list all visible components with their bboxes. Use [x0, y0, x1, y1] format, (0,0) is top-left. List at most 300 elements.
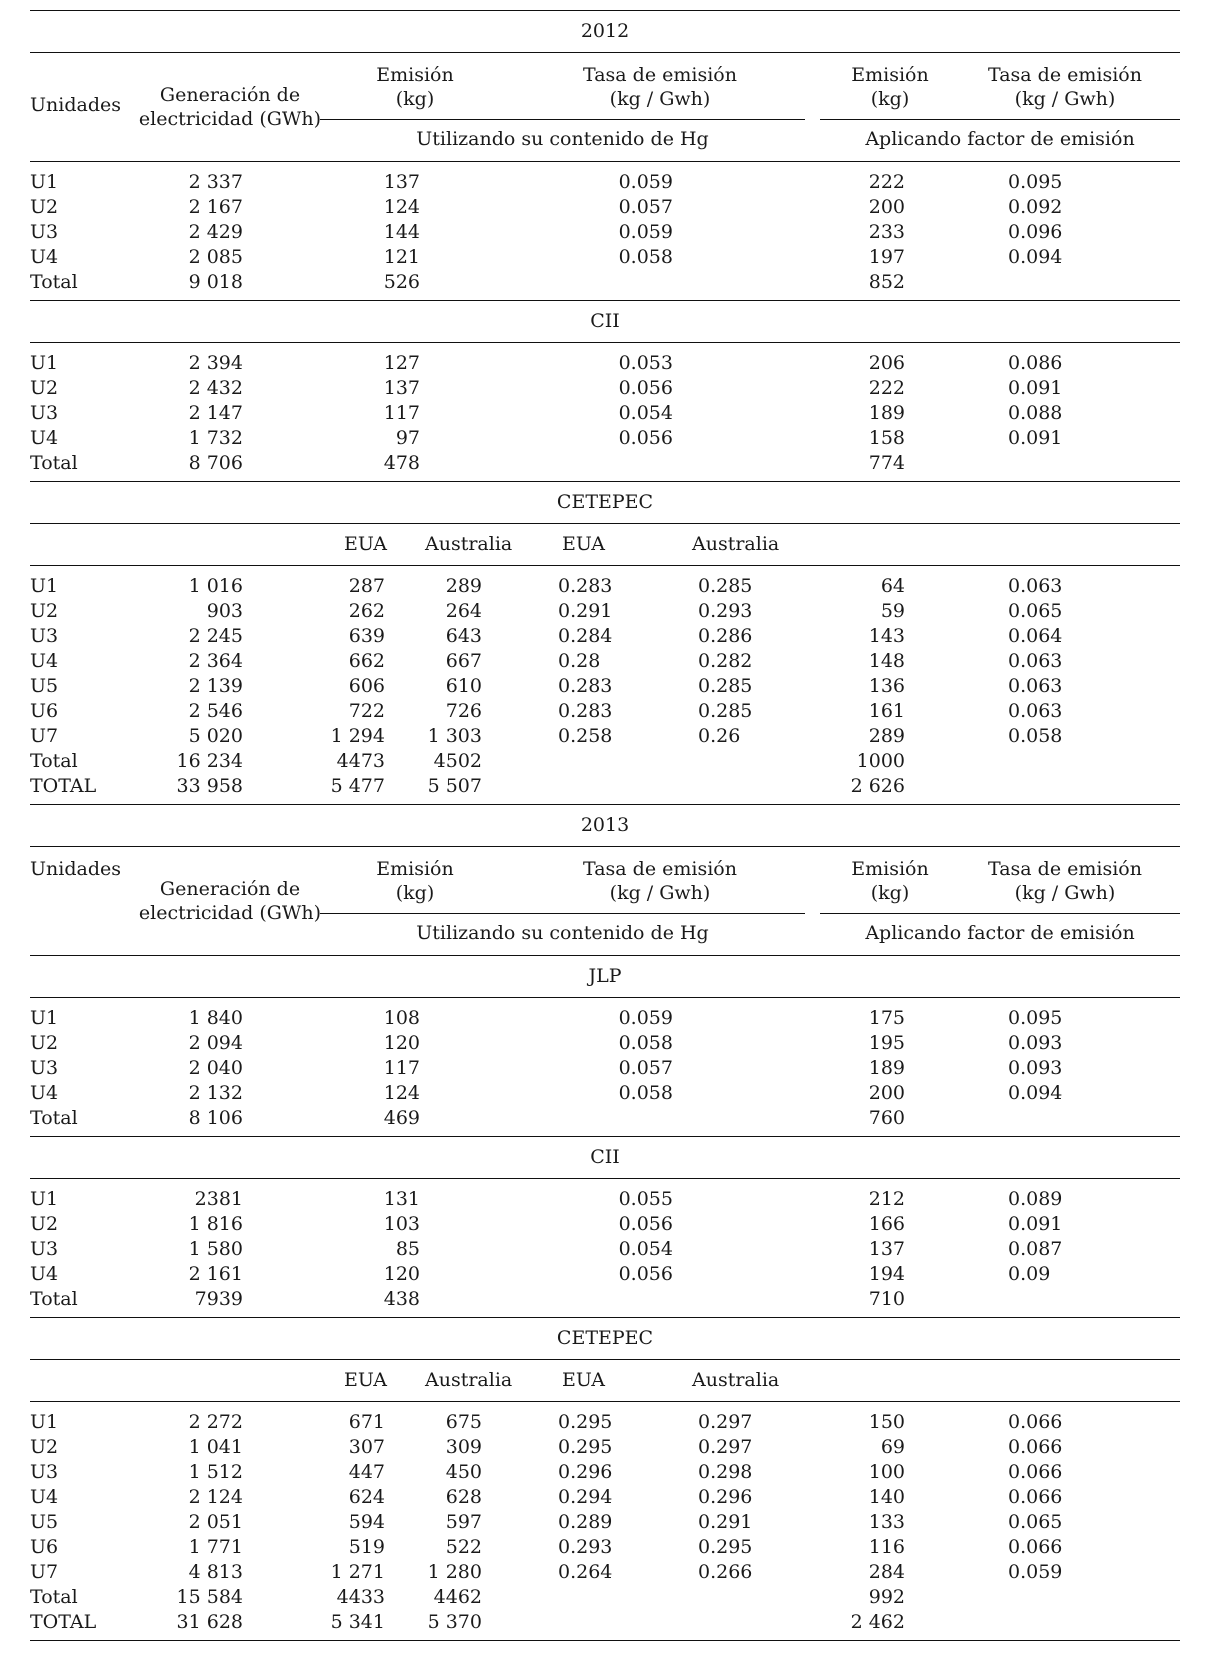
row-label: U2 — [30, 1032, 59, 1054]
cell: 519 — [348, 1536, 385, 1558]
cell: 0.283 — [558, 700, 613, 722]
cell: 124 — [383, 1082, 420, 1104]
subheader-eua: EUA — [562, 1369, 606, 1391]
cell: 120 — [383, 1032, 420, 1054]
header-generation-line2: electricidad (GWh) — [138, 108, 322, 130]
cell: 0.091 — [1008, 1213, 1063, 1235]
header-emission-line1: Emisión — [376, 64, 454, 86]
cell: 0.091 — [1008, 427, 1063, 449]
cell: 222 — [868, 171, 905, 193]
cell: 610 — [445, 675, 482, 697]
table-row — [30, 168, 1180, 193]
row-label: U3 — [30, 1461, 59, 1483]
cell: 0.283 — [558, 575, 613, 597]
cell: 675 — [445, 1411, 482, 1433]
cell: 117 — [383, 402, 420, 424]
cell: 85 — [395, 1238, 420, 1260]
table-row — [30, 1483, 1180, 1508]
table-row — [30, 268, 1180, 293]
cell: 0.056 — [618, 1263, 673, 1285]
cell: 0.266 — [698, 1561, 753, 1583]
row-label: Total — [30, 750, 78, 772]
cell: 120 — [383, 1263, 420, 1285]
cell: 0.055 — [618, 1188, 673, 1210]
row-label: U2 — [30, 600, 59, 622]
row-label: U3 — [30, 625, 59, 647]
cell: 0.066 — [1008, 1411, 1063, 1433]
header-emission-factor-line1: Emisión — [851, 858, 929, 880]
cell: 33 958 — [176, 775, 243, 797]
cell: 2 094 — [188, 1032, 243, 1054]
cell: 0.094 — [1008, 1082, 1063, 1104]
cell: 0.057 — [618, 1057, 673, 1079]
cell: 438 — [383, 1288, 420, 1310]
cell: 0.295 — [698, 1536, 753, 1558]
cell: 206 — [868, 352, 905, 374]
cell: 262 — [348, 600, 385, 622]
cell: 0.096 — [1008, 221, 1063, 243]
cell: 140 — [868, 1486, 905, 1508]
cell: 478 — [383, 452, 420, 474]
plant-heading: JLP — [588, 965, 622, 987]
cell: 64 — [880, 575, 905, 597]
cell: 161 — [868, 700, 905, 722]
cell: 1 771 — [188, 1536, 243, 1558]
row-label: U2 — [30, 377, 59, 399]
row-label: U3 — [30, 1057, 59, 1079]
subheader-eua: EUA — [344, 533, 388, 555]
cell: 671 — [348, 1411, 385, 1433]
cell: 624 — [348, 1486, 385, 1508]
cell: 0.295 — [558, 1411, 613, 1433]
header-rate-factor-line1: Tasa de emisión — [988, 858, 1142, 880]
cell: 0.095 — [1008, 1007, 1063, 1029]
cell: 0.093 — [1008, 1032, 1063, 1054]
cell: 137 — [868, 1238, 905, 1260]
cell: 469 — [383, 1107, 420, 1129]
cell: 0.056 — [618, 427, 673, 449]
cell: 195 — [868, 1032, 905, 1054]
cell: 233 — [868, 221, 905, 243]
cell: 133 — [868, 1511, 905, 1533]
subheader-australia: Australia — [692, 533, 780, 555]
cell: 0.063 — [1008, 650, 1063, 672]
cell: 131 — [383, 1188, 420, 1210]
cell: 5 507 — [427, 775, 482, 797]
cell: 992 — [868, 1586, 905, 1608]
cell: 1 271 — [330, 1561, 385, 1583]
table-rule — [30, 1640, 1180, 1641]
cell: 2 040 — [188, 1057, 243, 1079]
cell: 137 — [383, 171, 420, 193]
row-label: U7 — [30, 1561, 59, 1583]
subheader-hg-content: Utilizando su contenido de Hg — [416, 128, 709, 150]
table-row — [30, 218, 1180, 243]
cell: 597 — [445, 1511, 482, 1533]
table-row — [30, 1029, 1180, 1054]
row-label: TOTAL — [30, 775, 97, 797]
cell: 710 — [868, 1288, 905, 1310]
cell: 643 — [445, 625, 482, 647]
table-row — [30, 1458, 1180, 1483]
cell: 0.297 — [698, 1411, 753, 1433]
subheader-eua: EUA — [562, 533, 606, 555]
table-row — [30, 572, 1180, 597]
row-label: U2 — [30, 196, 59, 218]
table-row — [30, 1433, 1180, 1458]
table-row — [30, 1079, 1180, 1104]
cell: 2 272 — [188, 1411, 243, 1433]
cell: 2 462 — [850, 1611, 905, 1633]
cell: 0.285 — [698, 675, 753, 697]
cell: 0.295 — [558, 1436, 613, 1458]
header-rate-factor-line1: Tasa de emisión — [988, 64, 1142, 86]
cell: 2 085 — [188, 246, 243, 268]
plant-heading: CETEPEC — [556, 491, 654, 513]
row-label: Total — [30, 271, 78, 293]
cell: 2 139 — [188, 675, 243, 697]
cell: 59 — [880, 600, 905, 622]
table-row — [30, 747, 1180, 772]
cell: 0.064 — [1008, 625, 1063, 647]
cell: 2 429 — [188, 221, 243, 243]
subheader-australia: Australia — [425, 533, 513, 555]
row-label: U4 — [30, 1486, 59, 1508]
cell: 0.059 — [618, 171, 673, 193]
table-row — [30, 1608, 1180, 1633]
subheader-eua: EUA — [344, 1369, 388, 1391]
cell: 264 — [445, 600, 482, 622]
cell: 1 280 — [427, 1561, 482, 1583]
cell: 903 — [206, 600, 243, 622]
cell: 0.059 — [618, 221, 673, 243]
header-subrule — [820, 119, 1180, 120]
cell: 222 — [868, 377, 905, 399]
table-row — [30, 243, 1180, 268]
plant-heading: CII — [590, 310, 620, 332]
cell: 2 132 — [188, 1082, 243, 1104]
table-row — [30, 1408, 1180, 1433]
row-label: Total — [30, 1586, 78, 1608]
table-row — [30, 722, 1180, 747]
row-label: U4 — [30, 246, 59, 268]
cell: 200 — [868, 196, 905, 218]
cell: 127 — [383, 352, 420, 374]
table-row — [30, 349, 1180, 374]
cell: 1 840 — [188, 1007, 243, 1029]
cell: 0.283 — [558, 675, 613, 697]
cell: 760 — [868, 1107, 905, 1129]
cetepec-rows — [30, 566, 1180, 804]
cell: 0.285 — [698, 575, 753, 597]
table-row — [30, 1533, 1180, 1558]
cell: 2 364 — [188, 650, 243, 672]
column-header — [30, 53, 1180, 161]
table-row — [30, 622, 1180, 647]
cell: 136 — [868, 675, 905, 697]
row-label: U1 — [30, 1188, 59, 1210]
cell: 774 — [868, 452, 905, 474]
cell: 8 106 — [188, 1107, 243, 1129]
row-label: Total — [30, 452, 78, 474]
subheader-emission-factor: Aplicando factor de emisión — [865, 128, 1135, 150]
row-label: U5 — [30, 675, 59, 697]
plant-rows — [30, 343, 1180, 481]
cell: 1 732 — [188, 427, 243, 449]
cell: 2 626 — [850, 775, 905, 797]
cell: 307 — [348, 1436, 385, 1458]
row-label: U2 — [30, 1213, 59, 1235]
cell: 0.065 — [1008, 1511, 1063, 1533]
table-row — [30, 399, 1180, 424]
row-label: TOTAL — [30, 1611, 97, 1633]
cell: 0.058 — [618, 1032, 673, 1054]
cell: 722 — [348, 700, 385, 722]
row-label: U1 — [30, 171, 59, 193]
table-row — [30, 1558, 1180, 1583]
cell: 628 — [445, 1486, 482, 1508]
cell: 158 — [868, 427, 905, 449]
row-label: U7 — [30, 725, 59, 747]
row-label: U1 — [30, 352, 59, 374]
header-subrule — [320, 119, 805, 120]
plant-heading: CETEPEC — [556, 1327, 654, 1349]
header-rate-line2: (kg / Gwh) — [609, 88, 711, 110]
table-row — [30, 1583, 1180, 1608]
cell: 0.065 — [1008, 600, 1063, 622]
header-emission-factor-line1: Emisión — [851, 64, 929, 86]
emissions-table — [30, 10, 1180, 1641]
row-label: U3 — [30, 402, 59, 424]
cell: 69 — [880, 1436, 905, 1458]
cell: 212 — [868, 1188, 905, 1210]
cell: 144 — [383, 221, 420, 243]
cell: 0.066 — [1008, 1536, 1063, 1558]
table-row — [30, 1285, 1180, 1310]
plant-rows — [30, 162, 1180, 300]
table-row — [30, 424, 1180, 449]
cell: 4433 — [336, 1586, 385, 1608]
cell: 0.059 — [1008, 1561, 1063, 1583]
cell: 0.063 — [1008, 675, 1063, 697]
subheader-australia: Australia — [425, 1369, 513, 1391]
cell: 2 337 — [188, 171, 243, 193]
table-row — [30, 1235, 1180, 1260]
cell: 0.066 — [1008, 1461, 1063, 1483]
cell: 31 628 — [176, 1611, 243, 1633]
cell: 0.095 — [1008, 171, 1063, 193]
row-label: U5 — [30, 1511, 59, 1533]
plant-rows — [30, 998, 1180, 1136]
cell: 2 394 — [188, 352, 243, 374]
cell: 0.089 — [1008, 1188, 1063, 1210]
cell: 606 — [348, 675, 385, 697]
cetepec-subheader — [30, 524, 1180, 565]
cell: 9 018 — [188, 271, 243, 293]
header-rate-line2: (kg / Gwh) — [609, 882, 711, 904]
header-subrule — [320, 913, 805, 914]
cell: 0.057 — [618, 196, 673, 218]
cell: 0.291 — [558, 600, 613, 622]
cell: 1000 — [856, 750, 905, 772]
cell: 2 245 — [188, 625, 243, 647]
cell: 7939 — [194, 1288, 243, 1310]
table-row — [30, 1185, 1180, 1210]
header-generation-line2: electricidad (GWh) — [138, 902, 322, 924]
row-label: U3 — [30, 1238, 59, 1260]
cell: 0.286 — [698, 625, 753, 647]
cell: 166 — [868, 1213, 905, 1235]
cell: 200 — [868, 1082, 905, 1104]
cell: 0.091 — [1008, 377, 1063, 399]
cell: 2 546 — [188, 700, 243, 722]
year-heading: 2013 — [580, 814, 630, 836]
cell: 2 147 — [188, 402, 243, 424]
cell: 175 — [868, 1007, 905, 1029]
cell: 0.294 — [558, 1486, 613, 1508]
plant-heading: CII — [590, 1146, 620, 1168]
cell: 0.056 — [618, 1213, 673, 1235]
cell: 522 — [445, 1536, 482, 1558]
cell: 0.298 — [698, 1461, 753, 1483]
cell: 0.297 — [698, 1436, 753, 1458]
cell: 0.26 — [698, 725, 741, 747]
cell: 0.053 — [618, 352, 673, 374]
row-label: U6 — [30, 1536, 59, 1558]
cell: 289 — [868, 725, 905, 747]
cell: 4 813 — [188, 1561, 243, 1583]
header-generation-line1: Generación de — [159, 878, 301, 900]
cell: 0.059 — [618, 1007, 673, 1029]
cell: 108 — [383, 1007, 420, 1029]
cell: 100 — [868, 1461, 905, 1483]
cell: 0.063 — [1008, 575, 1063, 597]
cell: 852 — [868, 271, 905, 293]
cell: 1 294 — [330, 725, 385, 747]
cell: 450 — [445, 1461, 482, 1483]
cell: 662 — [348, 650, 385, 672]
cell: 194 — [868, 1263, 905, 1285]
row-label: U6 — [30, 700, 59, 722]
cell: 117 — [383, 1057, 420, 1079]
cell: 8 706 — [188, 452, 243, 474]
cell: 2 161 — [188, 1263, 243, 1285]
cell: 1 580 — [188, 1238, 243, 1260]
table-row — [30, 374, 1180, 399]
cell: 667 — [445, 650, 482, 672]
table-row — [30, 1104, 1180, 1129]
cell: 189 — [868, 402, 905, 424]
cell: 103 — [383, 1213, 420, 1235]
year-heading: 2012 — [580, 20, 630, 42]
row-label: U4 — [30, 1263, 59, 1285]
header-rate-factor-line2: (kg / Gwh) — [1014, 88, 1116, 110]
row-label: U1 — [30, 1007, 59, 1029]
cell: 289 — [445, 575, 482, 597]
header-units: Unidades — [30, 858, 121, 880]
subheader-emission-factor: Aplicando factor de emisión — [865, 922, 1135, 944]
cell: 4462 — [433, 1586, 482, 1608]
cell: 137 — [383, 377, 420, 399]
table-row — [30, 772, 1180, 797]
cell: 0.258 — [558, 725, 613, 747]
cell: 148 — [868, 650, 905, 672]
header-emission-factor-line2: (kg) — [870, 882, 910, 904]
cell: 116 — [868, 1536, 905, 1558]
cell: 1 512 — [188, 1461, 243, 1483]
cell: 2 432 — [188, 377, 243, 399]
cell: 0.063 — [1008, 700, 1063, 722]
header-rate-line1: Tasa de emisión — [583, 858, 737, 880]
cell: 1 041 — [188, 1436, 243, 1458]
cell: 5 020 — [188, 725, 243, 747]
cell: 4502 — [433, 750, 482, 772]
cetepec-rows — [30, 1402, 1180, 1640]
cell: 124 — [383, 196, 420, 218]
cell: 0.066 — [1008, 1436, 1063, 1458]
table-row — [30, 449, 1180, 474]
cell: 0.264 — [558, 1561, 613, 1583]
header-subrule — [820, 913, 1180, 914]
cell: 4473 — [336, 750, 385, 772]
cetepec-subheader — [30, 1360, 1180, 1401]
row-label: U4 — [30, 650, 59, 672]
cell: 0.058 — [1008, 725, 1063, 747]
table-row — [30, 1210, 1180, 1235]
cell: 0.087 — [1008, 1238, 1063, 1260]
subheader-hg-content: Utilizando su contenido de Hg — [416, 922, 709, 944]
table-row — [30, 697, 1180, 722]
header-emission-factor-line2: (kg) — [870, 88, 910, 110]
cell: 0.296 — [558, 1461, 613, 1483]
cell: 150 — [868, 1411, 905, 1433]
cell: 97 — [395, 427, 420, 449]
cell: 15 584 — [176, 1586, 243, 1608]
cell: 0.058 — [618, 1082, 673, 1104]
cell: 0.284 — [558, 625, 613, 647]
cell: 0.282 — [698, 650, 753, 672]
cell: 0.054 — [618, 1238, 673, 1260]
table-row — [30, 647, 1180, 672]
cell: 287 — [348, 575, 385, 597]
header-rate-factor-line2: (kg / Gwh) — [1014, 882, 1116, 904]
row-label: U2 — [30, 1436, 59, 1458]
cell: 197 — [868, 246, 905, 268]
row-label: U1 — [30, 575, 59, 597]
row-label: Total — [30, 1107, 78, 1129]
cell: 726 — [445, 700, 482, 722]
cell: 5 477 — [330, 775, 385, 797]
cell: 639 — [348, 625, 385, 647]
cell: 143 — [868, 625, 905, 647]
cell: 447 — [348, 1461, 385, 1483]
cell: 0.086 — [1008, 352, 1063, 374]
cell: 0.293 — [558, 1536, 613, 1558]
header-rate-line1: Tasa de emisión — [583, 64, 737, 86]
cell: 1 303 — [427, 725, 482, 747]
cell: 0.291 — [698, 1511, 753, 1533]
cell: 16 234 — [176, 750, 243, 772]
cell: 594 — [348, 1511, 385, 1533]
cell: 0.092 — [1008, 196, 1063, 218]
cell: 0.058 — [618, 246, 673, 268]
cell: 2 167 — [188, 196, 243, 218]
cell: 0.088 — [1008, 402, 1063, 424]
table-row — [30, 597, 1180, 622]
row-label: Total — [30, 1288, 78, 1310]
cell: 0.066 — [1008, 1486, 1063, 1508]
cell: 0.285 — [698, 700, 753, 722]
